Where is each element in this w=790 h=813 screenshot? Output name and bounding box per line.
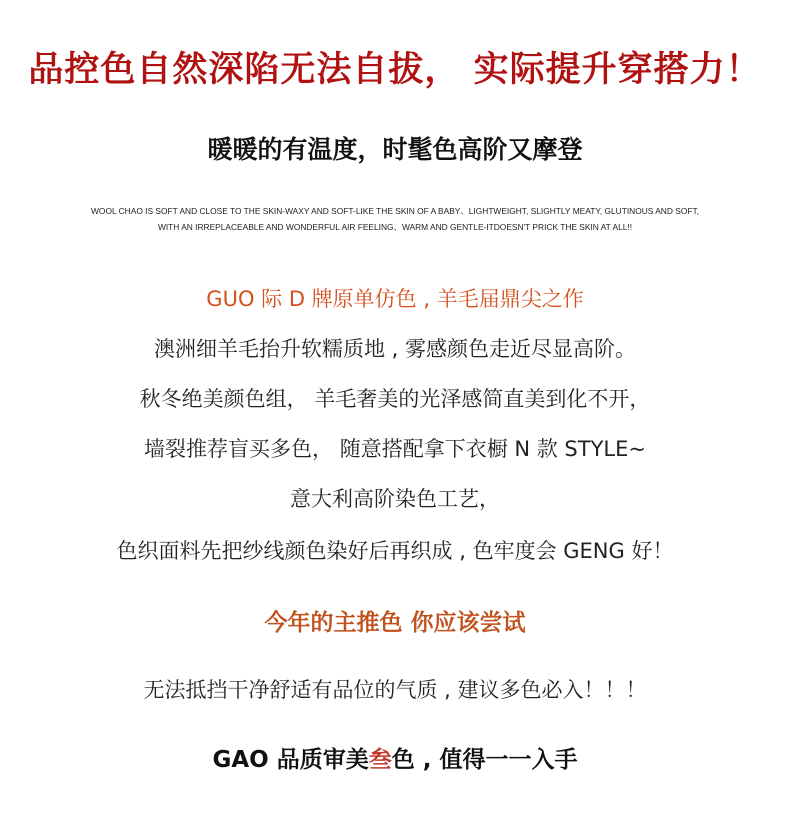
body-line-1: 澳洲细羊毛抬升软糯质地 , 雾感颜色走近尽显高阶。 bbox=[153, 337, 637, 361]
body-line-4: 意大利高阶染色工艺， bbox=[290, 487, 500, 511]
brand-title: GUO 际 D 牌原单仿色 , 羊毛届鼎尖之作 bbox=[206, 287, 584, 311]
english-line-1: WOOL CHAO IS SOFT AND CLOSE TO THE SKIN-WAXY AND SOFT-LIKE THE SKIN OF A BABY、LIGHTWEIGHT, SLIGHTLY MEATY, GLUTINOUS AND SOFT, bbox=[91, 206, 699, 216]
english-line-2: WITH AN IRREPLACEABLE AND WONDERFUL AIR FEELING、WARM AND GENTLE-ITDOESN'T PRICK THE SKIN AT ALL!! bbox=[157, 222, 633, 232]
english-description bbox=[0, 203, 790, 235]
section-title: 今年的主推色 你应该尝试 bbox=[264, 610, 526, 636]
body-line-2: 秋冬绝美颜色组， 羊毛奢美的光泽感简直美到化不开， bbox=[139, 387, 651, 411]
closing-accent: 叁 bbox=[368, 747, 392, 773]
closing-line bbox=[0, 741, 790, 774]
closing-text-after: 色 , 值得一一入手 bbox=[391, 747, 578, 773]
subheadline: 暖暖的有温度，时髦色高阶又摩登 bbox=[207, 135, 583, 164]
body-line-6: 无法抵挡干净舒适有品位的气质 , 建议多色必入！！！ bbox=[143, 678, 647, 702]
body-line-5: 色织面料先把纱线颜色染好后再织成 , 色牢度会 GENG 好！ bbox=[116, 539, 674, 563]
closing-text-before: GAO 品质审美 bbox=[212, 747, 369, 773]
headline: 品控色自然深陷无法自拔， 实际提升穿搭力！ bbox=[28, 50, 762, 90]
body-line-3: 墙裂推荐盲买多色， 随意搭配拿下衣橱 N 款 STYLE~ bbox=[144, 437, 646, 461]
